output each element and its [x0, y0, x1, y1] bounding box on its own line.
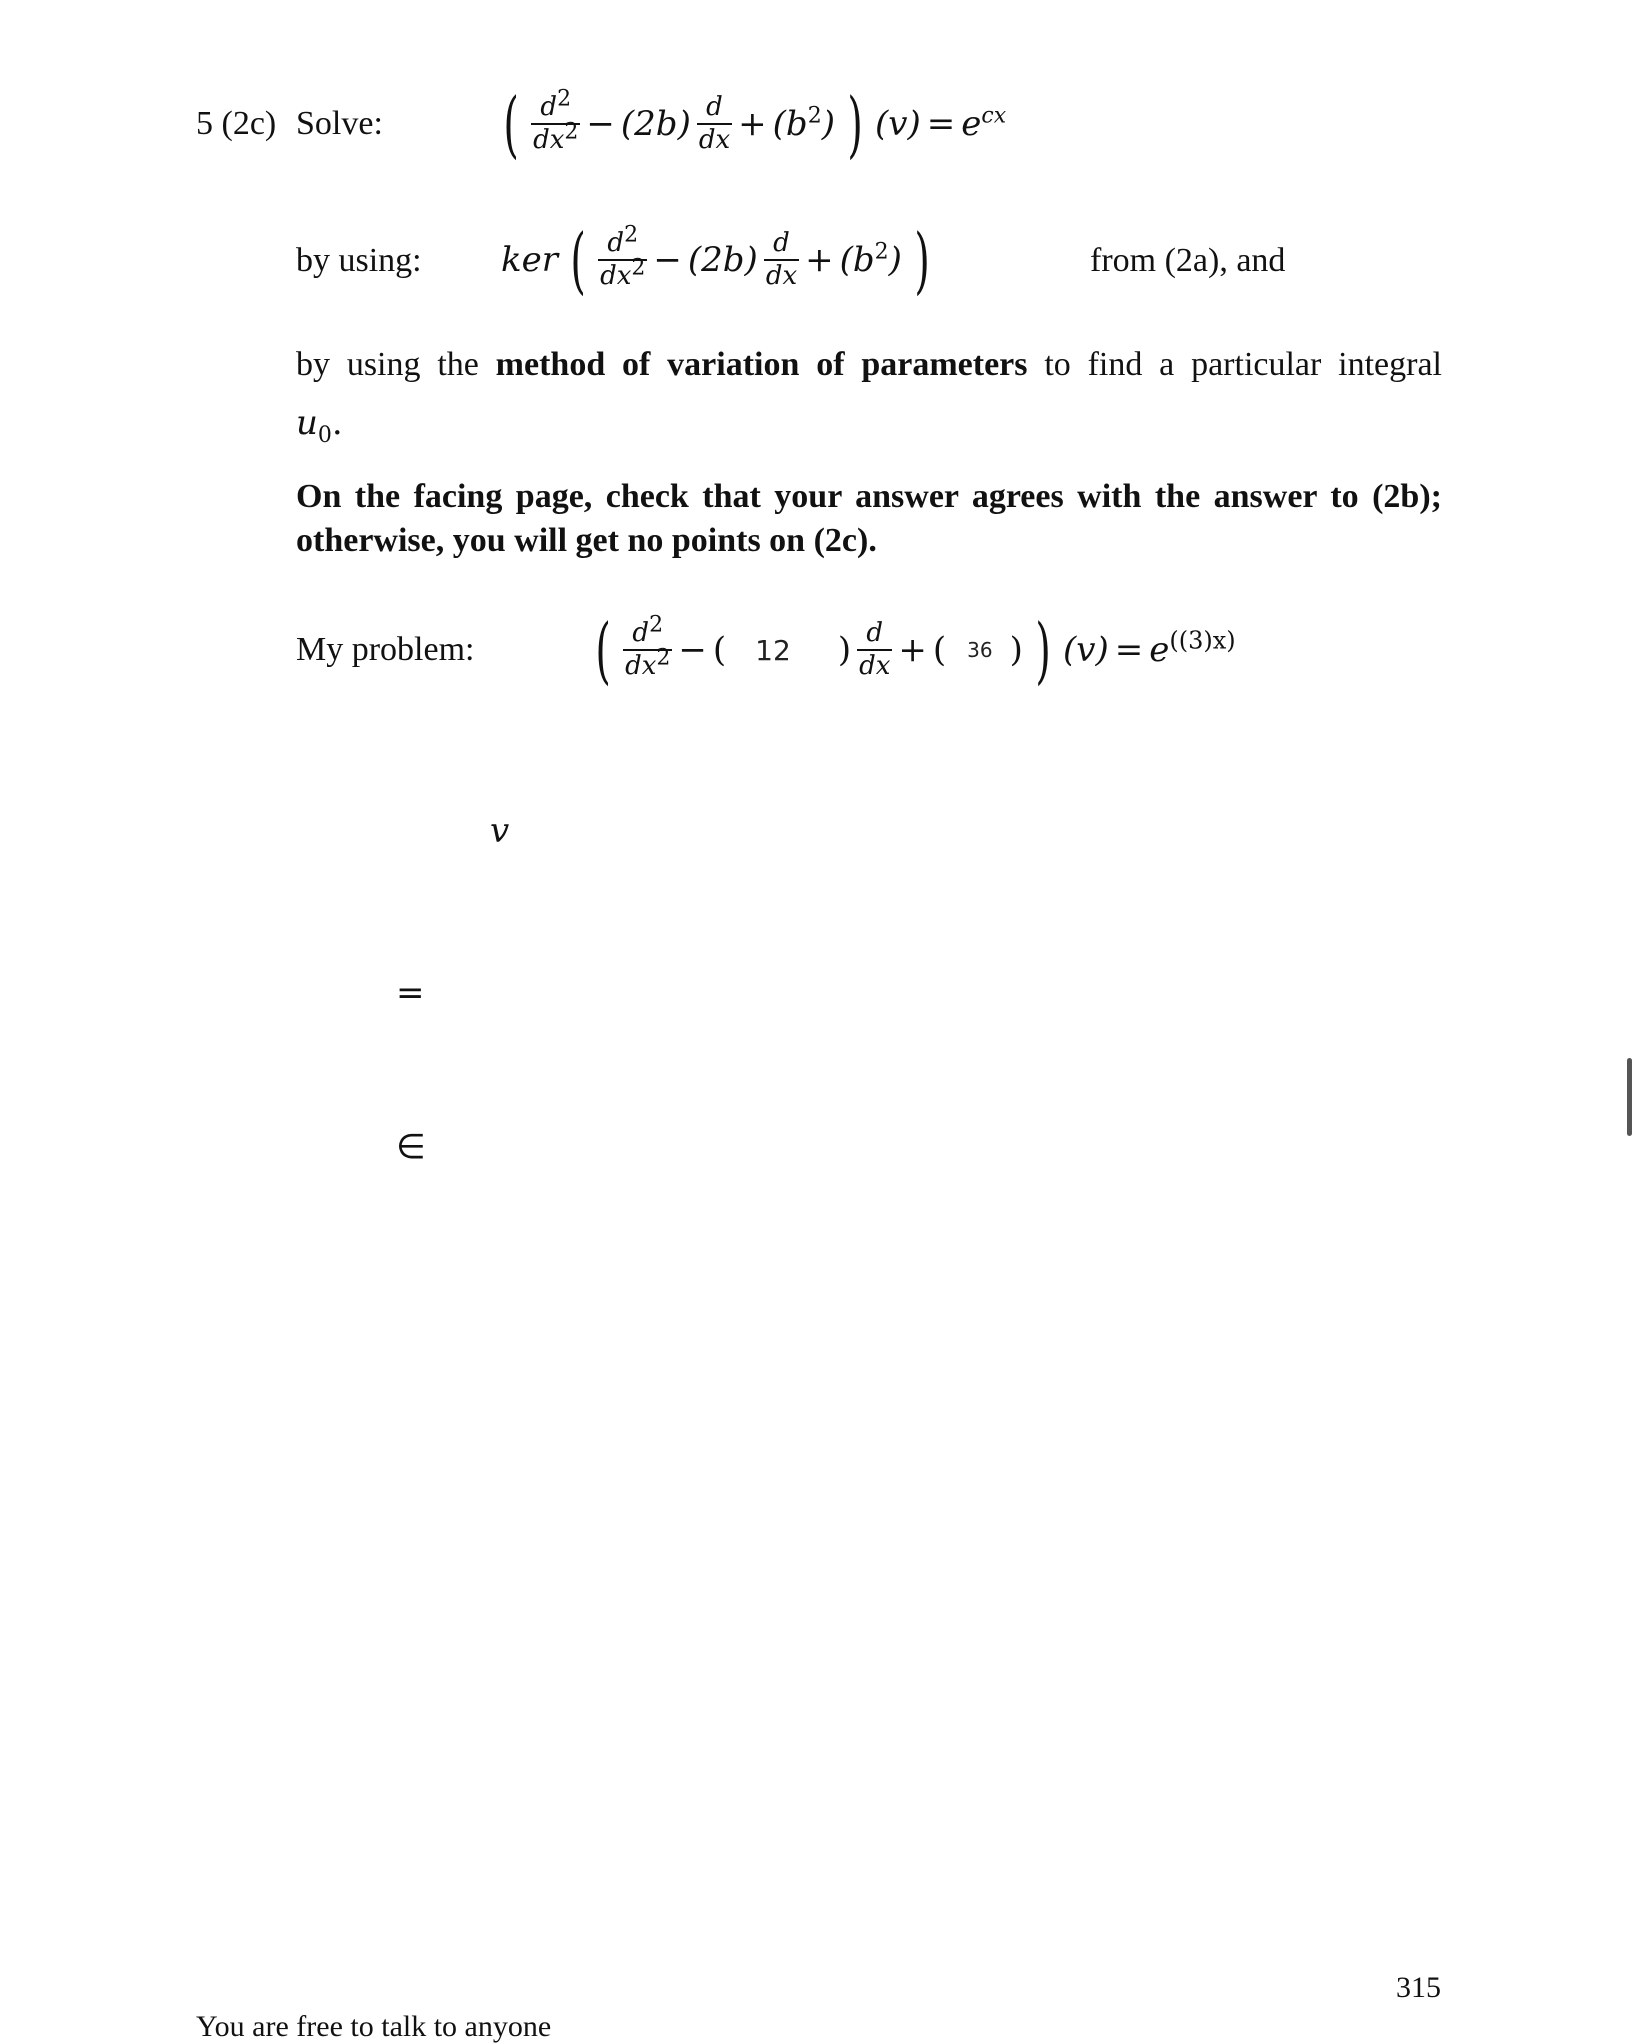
first-derivative-fraction: $\frac{d}{dx}$	[765, 227, 798, 291]
work-element-of-symbol: ∈	[396, 1127, 426, 1167]
u0-symbol: $u_0$.	[296, 403, 343, 448]
close-paren: )	[1035, 608, 1051, 692]
method-name: method of variation of parameters	[495, 346, 1028, 383]
coeff-open-paren: (	[712, 630, 727, 670]
coeff2-open-paren: (	[932, 630, 947, 670]
ker-operator: ker	[501, 240, 558, 280]
work-v-symbol: v	[490, 811, 510, 851]
open-paren: (	[503, 82, 519, 166]
coeff-close-paren: )	[837, 630, 852, 670]
plus-sign: +	[738, 104, 767, 144]
second-derivative-fraction: $\frac{d^2}{dx^2}$	[625, 612, 671, 681]
page-number: 315	[1396, 1971, 1441, 2004]
coeff2-close-paren: )	[1009, 630, 1023, 670]
from-2a-text: from (2a), and	[1090, 242, 1286, 279]
plus-sign: +	[805, 240, 834, 280]
work-equals-symbol: =	[396, 973, 425, 1013]
my-problem-equation	[586, 602, 1239, 698]
handwritten-coefficient-36: 36	[967, 638, 993, 662]
coefficient-b-squared: $(b^2)$	[839, 239, 902, 280]
scrollbar-thumb[interactable]	[1627, 1058, 1632, 1136]
footer-note: You are free to talk to anyone	[196, 2010, 552, 2043]
coefficient-b-squared: $(b^2)$	[772, 103, 835, 144]
open-paren: (	[570, 218, 586, 302]
instruction-line-2: otherwise, you will get no points on (2c).	[296, 522, 877, 559]
handwritten-coefficient-12: 12	[755, 633, 791, 667]
method-sentence: by using the method of variation of parameters to find a particular integral	[296, 346, 1443, 383]
minus-sign: −	[586, 104, 615, 144]
minus-sign: −	[678, 630, 707, 670]
function-v: (v)	[875, 104, 921, 144]
my-problem-label: My problem:	[296, 631, 475, 668]
coefficient-2b: (2b)	[687, 240, 758, 280]
equals-sign: =	[1114, 630, 1144, 670]
main-equation	[494, 76, 1009, 172]
instruction-line-1: On the facing page, check that your answer agrees with the answer to (2b);	[296, 478, 1442, 515]
first-derivative-fraction: $\frac{d}{dx}$	[698, 91, 731, 155]
problem-number: 5 (2c)	[196, 105, 277, 142]
rhs-exponential: $e^{cx}$	[961, 103, 1007, 144]
function-v: (v)	[1062, 630, 1109, 670]
close-paren: )	[847, 82, 863, 166]
first-derivative-fraction: $\frac{d}{dx}$	[859, 617, 891, 681]
minus-sign: −	[653, 240, 682, 280]
solve-label: Solve:	[296, 105, 383, 142]
second-derivative-fraction: $\frac{d^2}{dx^2}$	[600, 222, 646, 291]
second-derivative-fraction: $\frac{d^2}{dx^2}$	[533, 86, 579, 155]
plus-sign: +	[898, 630, 927, 670]
close-paren: )	[914, 218, 930, 302]
kernel-expression	[498, 212, 939, 308]
open-paren: (	[595, 608, 611, 692]
equals-sign: =	[926, 104, 956, 144]
rhs-exponential: $e^{((3)x)}$	[1149, 626, 1236, 670]
by-using-label: by using:	[296, 242, 422, 279]
coefficient-2b: (2b)	[620, 104, 691, 144]
